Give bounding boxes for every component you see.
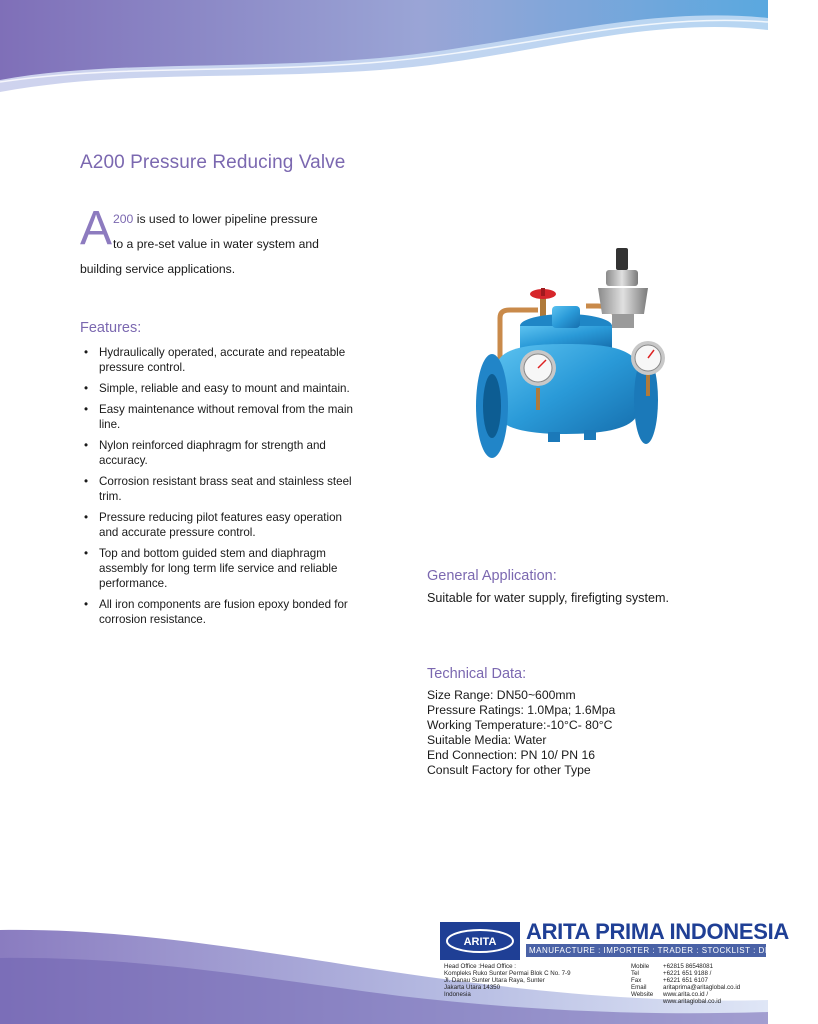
contact-label: Website <box>631 991 654 998</box>
contact-value: +6221 651 9188 / <box>663 970 712 977</box>
technical-item: Suitable Media: Water <box>427 733 547 747</box>
address-line: Jl. Danau Sunter Utara Raya, Sunter <box>444 977 545 984</box>
contact-label: Fax <box>631 977 642 984</box>
contact-row <box>631 970 740 977</box>
contact-value: aritaprima@aritaglobal.co.id <box>663 984 741 991</box>
pilot-cap <box>616 248 628 270</box>
technical-data-heading: Technical Data: <box>427 666 527 682</box>
contact-row <box>631 998 740 1005</box>
company-logo <box>440 922 520 960</box>
feature-item: • Hydraulically operated, accurate and repeatable pressure control. <box>84 345 364 375</box>
intro-accent: 200 <box>113 212 134 226</box>
features-list <box>84 345 364 633</box>
feature-item: • Corrosion resistant brass seat and stainless steel trim. <box>84 474 364 504</box>
logo-text: ARITA <box>463 936 497 948</box>
features-heading: Features: <box>80 320 142 336</box>
header-wave <box>0 0 768 110</box>
drop-cap: A <box>80 202 113 255</box>
feature-item: • Simple, reliable and easy to mount and maintain. <box>84 381 364 396</box>
contact-label: Tel <box>631 970 639 977</box>
logo-emblem-icon <box>445 928 515 954</box>
intro-line-2: to a pre-set value in water system and <box>113 237 319 251</box>
page-title: A200 Pressure Reducing Valve <box>80 152 346 173</box>
address-line: Indonesia <box>444 991 471 998</box>
contact-label: Email <box>631 984 647 991</box>
contact-row <box>631 984 740 991</box>
general-application-text: Suitable for water supply, firefigting system. <box>427 591 669 605</box>
general-application-heading: General Application: <box>427 568 557 584</box>
company-address <box>444 963 571 998</box>
contact-label: Mobile <box>631 963 650 970</box>
technical-data-list <box>427 688 615 778</box>
feature-item: • Top and bottom guided stem and diaphragm assembly for long term life service and reliable performance. <box>84 546 364 591</box>
technical-item: Size Range: DN50~600mm <box>427 688 576 702</box>
contact-value: www.aritaglobal.co.id <box>663 998 722 1005</box>
address-line: Kompleks Ruko Sunter Permai Blok C No. 7-9 <box>444 970 571 977</box>
intro-line-1 <box>113 207 318 232</box>
address-line: Jakarta Utara 14350 <box>444 984 501 991</box>
contact-row <box>631 991 740 998</box>
valve-illustration <box>466 240 676 470</box>
contact-value: +6221 651 6107 <box>663 977 708 984</box>
feature-item: • Pressure reducing pilot features easy operation and accurate pressure control. <box>84 510 364 540</box>
company-tagline: MANUFACTURE : IMPORTER : TRADER : STOCKLIST : DISTRIBUTOR <box>526 944 766 957</box>
technical-item: Consult Factory for other Type <box>427 763 591 777</box>
feature-item: • All iron components are fusion epoxy bonded for corrosion resistance. <box>84 597 364 627</box>
technical-item: Pressure Ratings: 1.0Mpa; 1.6Mpa <box>427 703 616 717</box>
company-contacts <box>631 963 740 1005</box>
contact-row <box>631 963 740 970</box>
technical-item: Working Temperature:-10°C- 80°C <box>427 718 613 732</box>
company-name: ARITA PRIMA INDONESIA <box>526 919 789 944</box>
feature-item: • Nylon reinforced diaphragm for strength and accuracy. <box>84 438 364 468</box>
contact-value: +62815 86548081 <box>663 963 714 970</box>
intro-line-1-text: is used to lower pipeline pressure <box>133 212 318 226</box>
intro-line-3: building service applications. <box>80 262 236 276</box>
address-line: Head Office :Head Office : <box>444 963 516 970</box>
feature-item: • Easy maintenance without removal from the main line. <box>84 402 364 432</box>
contact-row <box>631 977 740 984</box>
technical-item: End Connection: PN 10/ PN 16 <box>427 748 596 762</box>
contact-value: www.arita.co.id / <box>663 991 709 998</box>
